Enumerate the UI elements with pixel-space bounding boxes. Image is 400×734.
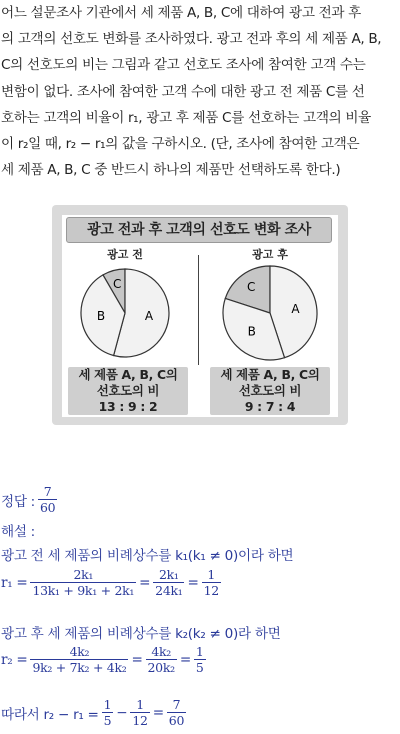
r2-equation [1,644,209,675]
figure-title: 광고 전과 후 고객의 선호도 변화 조사 [66,217,332,243]
final-prefix: 따라서 r₂ − r₁ = [1,706,99,723]
fraction-denominator: 24k₁ [155,583,183,598]
pie-slice-label-c: C [247,280,256,295]
pie-after-slices [223,266,317,360]
r1-fraction-2 [153,567,184,598]
pie-slice-label-c: C [113,277,122,292]
fraction-denominator: 12 [203,583,219,598]
fraction-numerator: 7 [172,697,181,712]
fraction-numerator: 1 [136,697,144,712]
r1-equation [1,567,224,598]
r1-fraction-3 [202,567,221,598]
minus-sign: − [116,704,128,721]
ratio-after-line3: 9 : 7 : 4 [244,399,296,414]
equals-sign: = [139,574,151,591]
ratio-after-line2: 선호도의 비 [238,383,302,398]
pie-slice-label-a: A [144,309,154,324]
r2-fraction-1 [30,644,128,675]
final-fraction-3 [167,697,186,728]
fraction-numerator: 4k₂ [69,644,90,659]
pie-slice-label-b: B [96,309,106,324]
problem-line: 세 제품 A, B, C 중 반드시 하나의 제품만 선택하도록 한다.) [1,162,341,179]
ratio-after-line1: 세 제품 A, B, C의 [220,367,320,382]
problem-text [1,0,399,183]
r2-lhs: r₂ = [1,651,28,668]
fraction-denominator: 20k₂ [147,660,175,675]
ratio-before-line2: 선호도의 비 [96,383,160,398]
pie-chart-before [80,263,170,363]
fraction-numerator: 2k₁ [73,567,94,582]
explain-line-2: 광고 후 세 제품의 비례상수를 k₂(k₂ ≠ 0)라 하면 [1,626,281,642]
survey-figure [52,205,348,425]
figure-divider [198,255,199,365]
fraction-numerator: 4k₂ [151,644,171,659]
fraction-numerator: 1 [195,644,204,659]
problem-line: 어느 설문조사 기관에서 세 제품 A, B, C에 대하여 광고 전과 후 [1,5,361,21]
fraction-denominator: 60 [39,500,56,515]
pie-label-before: 광고 전 [107,248,143,261]
problem-line: 변함이 없다. 조사에 참여한 고객 수에 대한 광고 전 제품 C를 선 [1,83,365,100]
fraction-numerator: 2k₁ [159,567,179,582]
equals-sign: = [131,651,143,668]
r1-lhs: r₁ = [1,574,28,591]
fraction-numerator: 1 [207,567,216,582]
fraction-numerator: 7 [43,484,52,499]
equals-sign: = [187,574,199,591]
answer-label: 정답 : [1,493,35,510]
final-equation [1,697,189,728]
r2-fraction-2 [146,644,177,675]
final-fraction-2 [130,697,149,728]
equals-sign: = [179,651,191,668]
ratio-box-before [68,367,188,415]
pie-slice-label-a: A [291,301,300,316]
pie-label-after: 광고 후 [252,248,288,261]
problem-line: 호하는 고객의 비율이 r₁, 광고 후 제품 C를 선호하는 고객의 비율 [1,109,371,126]
fraction-denominator: 9k₂ + 7k₂ + 4k₂ [32,660,127,675]
fraction-denominator: 12 [132,713,148,728]
fraction-denominator: 60 [168,713,185,728]
ratio-before-line1: 세 제품 A, B, C의 [78,367,178,382]
problem-line: 이 r₂일 때, r₂ − r₁의 값을 구하시오. (단, 조사에 참여한 고객은 [1,136,360,153]
explain-label: 해설 : [1,524,35,540]
problem-line: 의 고객의 선호도 변화를 조사하였다. 광고 전과 후의 세 제품 A, B, [1,31,382,48]
answer-fraction [38,484,57,515]
fraction-denominator: 13k₁ + 9k₁ + 2k₁ [32,583,135,598]
r2-fraction-3 [194,644,206,675]
answer-line [1,484,60,515]
ratio-before-line3: 13 : 9 : 2 [98,399,158,414]
fraction-numerator: 1 [103,697,112,712]
fraction-denominator: 5 [103,713,112,728]
pie-chart-after [220,263,320,363]
final-fraction-1 [102,697,114,728]
fraction-denominator: 5 [195,660,204,675]
problem-line: C의 선호도의 비는 그림과 같고 선호도 조사에 참여한 고객 수는 [1,57,366,74]
equals-sign: = [152,704,164,721]
explain-line-1: 광고 전 세 제품의 비례상수를 k₁(k₁ ≠ 0)이라 하면 [1,548,294,564]
pie-slice-label-b: B [247,324,256,339]
pie-before-slices [81,269,169,357]
r1-fraction-1 [30,567,136,598]
ratio-box-after [210,367,330,415]
